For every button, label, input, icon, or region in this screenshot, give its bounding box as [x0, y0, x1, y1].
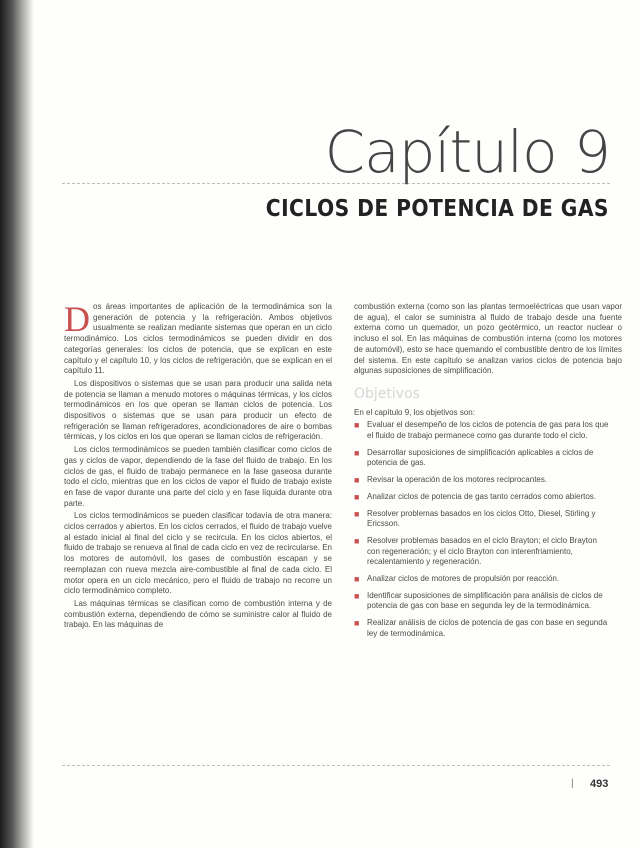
bullet-icon: ■ — [354, 574, 360, 585]
list-item: ■ Analizar ciclos de potencia de gas tanto cerrados como abiertos. — [354, 491, 597, 502]
paragraph-4: Los ciclos termodinámicos se pueden clasificar todavía de otra manera: ciclos cerrados y abiertos. En los ciclos cerrados, el fluido de trabajo vuelve al estado inicial al final del ciclo y se recircula. En los ciclos abiertos, el fluido de trabajo se renueva al final de cada ciclo en vez de recircularse. En los motores de automóvil, los gases de combustión escapan y se reemplazan con nueva mezcla aire-combustible al final de cada ciclo. El motor opera en un ciclo mecánico, pero el fluido de trabajo no recorre un ciclo termodinámico completo. — [64, 511, 332, 596]
list-item: ■ Analizar ciclos de motores de propulsión por reacción. — [354, 574, 560, 585]
dropcap: D — [64, 299, 90, 339]
paragraph-3: Los ciclos termodinámicos se pueden también clasificar como ciclos de gas y ciclos de vapor, dependiendo de la fase del fluido de trabajo. En los ciclos de gas, el fluido de trabajo permanece en la fase gaseosa durante todo el ciclo, mientras que en los ciclos de vapor el fluido de trabajo existe en fase de vapor durante una parte del ciclo y en fase líquida durante otra parte. — [64, 445, 332, 508]
list-item: ■ Resolver problemas basados en el ciclo Brayton; el ciclo Brayton con regeneración; y el ciclo Brayton con interenfriamiento, recalentamiento y regeneración. — [354, 535, 597, 567]
bullet-icon: ■ — [354, 420, 360, 431]
paragraph-1: Dos áreas importantes de aplicación de la termodinámica son la generación de potencia y la refrigeración. Ambos objetivos usualmente se realizan mediante sistemas que operan en un ciclo termodinámico. Los ciclos termodinámicos se pueden dividir en dos categorías generales: los ciclos de potencia, que se explican en este capítulo y el capítulo 10, y los ciclos de refrigeración, que se explican en el capítulo 11. — [64, 299, 332, 376]
bullet-icon: ■ — [354, 508, 360, 519]
paragraph-2: Los dispositivos o sistemas que se usan para producir una salida neta de potencia se llaman a menudo motores o máquinas térmicas, y los ciclos termodinámicos en los que operan se llaman ciclos de potencia. Los dispositivos o sistemas que se usan para producir un efecto de refrigeración se llaman refrigeradores, acondicionadores de aire o bombas térmicas, y los ciclos en los que operan se llaman ciclos de refrigeración. — [64, 378, 332, 442]
bullet-icon: ■ — [354, 618, 360, 629]
bullet-icon: ■ — [354, 535, 360, 546]
footer-mark: | — [571, 778, 574, 789]
list-item: ■ Evaluar el desempeño de los ciclos de potencia de gas para los que el fluido de trabajo permanece como gas durante todo el ciclo. — [354, 420, 609, 441]
list-item: ■ Revisar la operación de los motores reciprocantes. — [354, 475, 548, 486]
objectives-list — [354, 420, 622, 639]
book-spine-shadow — [0, 0, 34, 848]
footer-rule — [62, 765, 610, 766]
objectives-heading: Objetivos — [354, 385, 420, 402]
list-item: ■ Resolver problemas basados en los ciclos Otto, Diesel, Stirling y Ericsson. — [354, 508, 596, 529]
page-title: CICLOS DE POTENCIA DE GAS — [265, 196, 609, 222]
right-column — [354, 302, 622, 646]
list-item: ■ Realizar análisis de ciclos de potencia de gas con base en segunda ley de termodinámica. — [354, 618, 608, 638]
objectives-intro: En el capítulo 9, los objetivos son: — [354, 407, 475, 417]
bullet-icon: ■ — [354, 590, 360, 601]
bullet-icon: ■ — [354, 491, 360, 502]
list-item: ■ Identificar suposiciones de simplificación para análisis de ciclos de potencia de gas con base en segunda ley de la termodinámica. — [354, 590, 603, 611]
bullet-icon: ■ — [354, 475, 360, 486]
paragraph-6: combustión externa (como son las plantas termoeléctricas que usan vapor de agua), el calor se suministra al fluido de trabajo desde una fuente externa como un quemador, un pozo geotérmico, un reactor nuclear o incluso el sol. En las máquinas de combustión interna (como los motores de automóvil), esto se hace quemando el combustible dentro de los límites del sistema. En este capítulo se analizan varios ciclos de potencia bajo algunas suposiciones de simplificación. — [354, 302, 622, 376]
bullet-icon: ■ — [354, 447, 360, 458]
page-number: 493 — [590, 778, 609, 790]
paragraph-5: Las máquinas térmicas se clasifican como de combustión interna y de combustión externa, dependiendo de cómo se suministre calor al fluido de trabajo. En las máquinas de — [64, 598, 332, 630]
left-column — [64, 299, 332, 633]
chapter-title: Capítulo 9 — [324, 118, 610, 186]
list-item: ■ Desarrollar suposiciones de simplificación aplicables a ciclos de potencia de gas. — [354, 447, 594, 468]
